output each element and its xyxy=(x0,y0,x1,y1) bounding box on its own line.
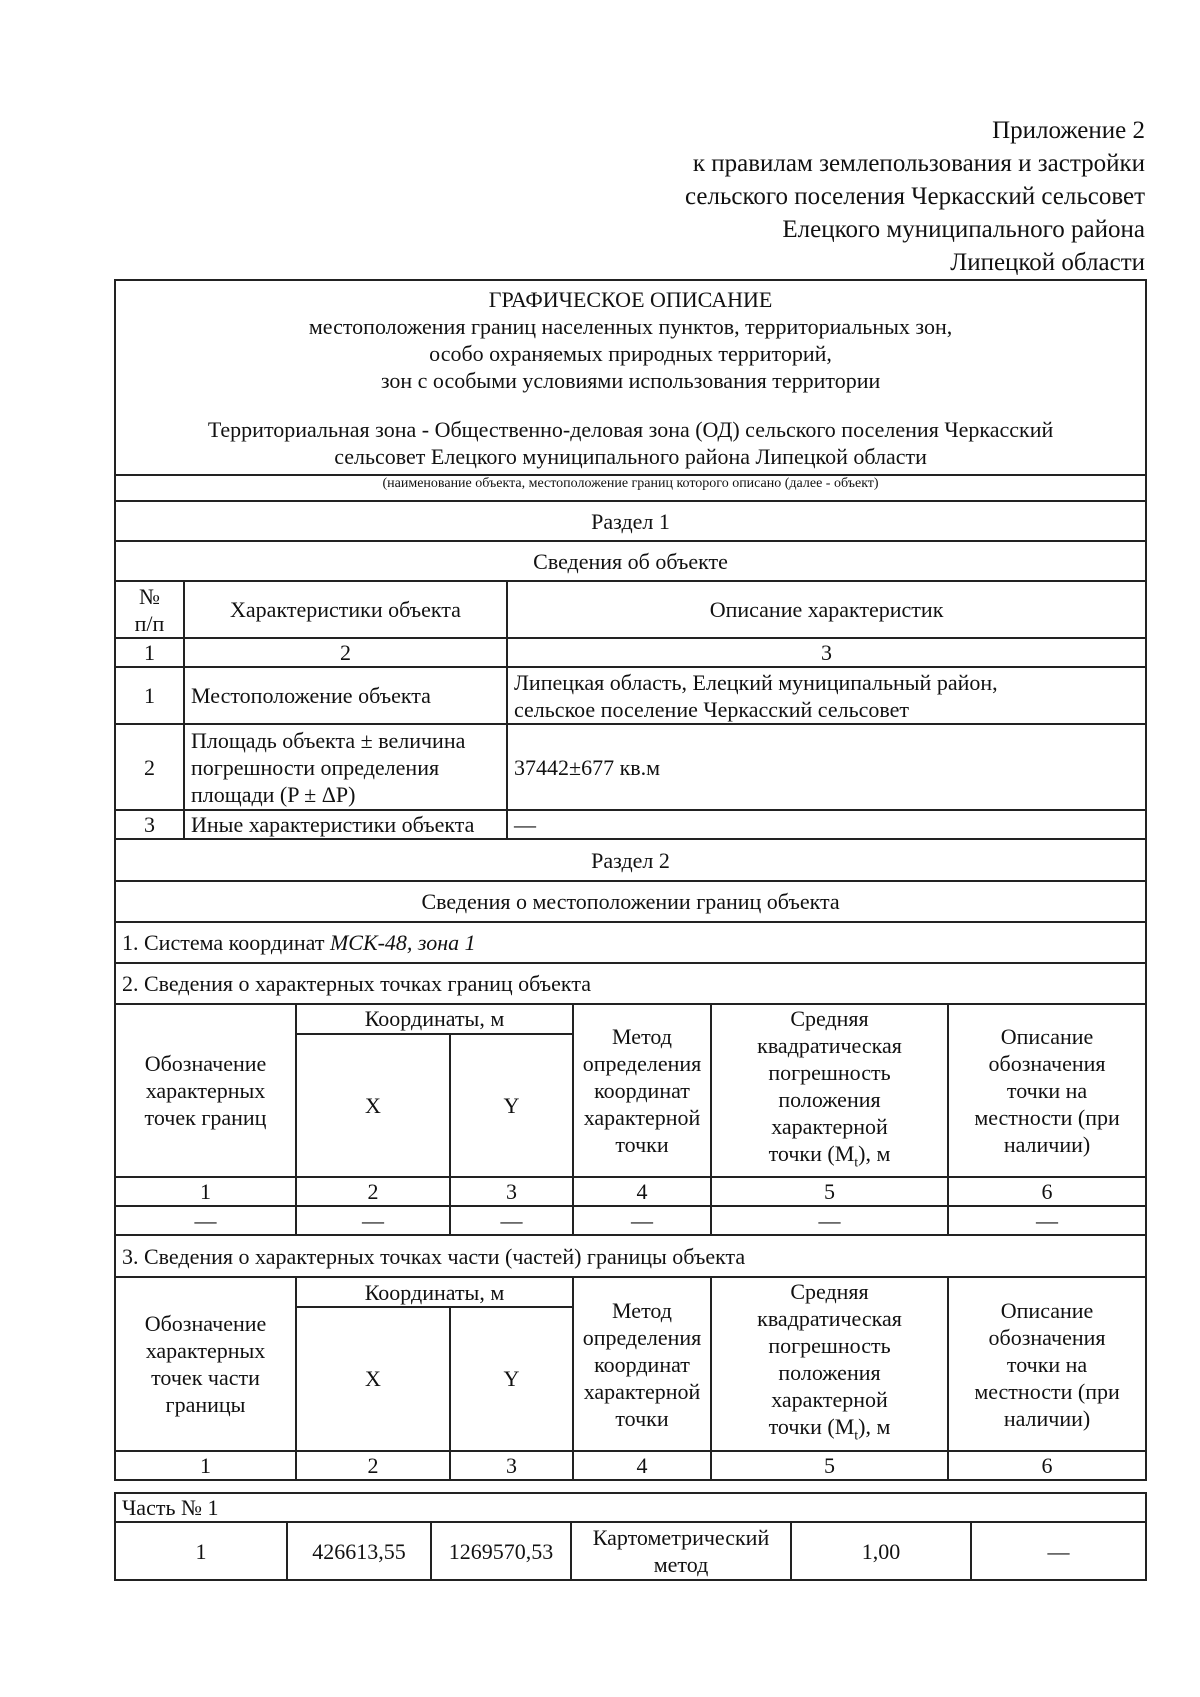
zone-name-line: Территориальная зона - Общественно-деловая зона (ОД) сельского поселения Черкасский xyxy=(207,416,1054,442)
header-line: к правилам землепользования и застройки xyxy=(692,150,1145,177)
area-value: 37442±677 кв.м xyxy=(507,724,1146,810)
section1-label: Раздел 1 xyxy=(115,501,1146,541)
section2-label: Раздел 2 xyxy=(115,839,1146,881)
coordinate-system: 1. Система координат МСК-48, зона 1 xyxy=(115,922,1146,963)
column-number-row: 1 2 3 4 5 6 xyxy=(115,1451,1146,1480)
column-number-row: 1 2 3 4 5 6 xyxy=(115,1177,1146,1206)
error-header: Средняя квадратическая погрешность положения характерной точки $(M_t)$, м xyxy=(711,1277,948,1450)
document-title: ГРАФИЧЕСКОЕ ОПИСАНИЕ xyxy=(488,286,773,312)
error-value: 1,00 xyxy=(791,1522,971,1580)
point-number: 1 xyxy=(115,1522,287,1580)
method-value: Картометрический метод xyxy=(571,1522,791,1580)
characteristic-value: — xyxy=(507,810,1146,839)
points-title: 2. Сведения о характерных точках границ объекта xyxy=(115,963,1146,1004)
part-label: Часть № 1 xyxy=(115,1493,1146,1522)
designation-header: Обозначение характерных точек границ xyxy=(115,1004,296,1177)
part-table-frame xyxy=(114,1492,1145,1581)
coordinates-header: Координаты, м xyxy=(296,1004,573,1034)
x-header: X xyxy=(296,1034,450,1178)
error-header: Средняя квадратическая погрешность положения характерной точки $(M_t)$, м xyxy=(711,1004,948,1177)
point-description-header: Описание обозначения точки на местности (при наличии) xyxy=(948,1004,1146,1177)
characteristic-value: Липецкая область, Елецкий муниципальный район, сельское поселение Черкасский сельсовет xyxy=(507,667,1146,724)
y-coordinate: 1269570,53 xyxy=(431,1522,571,1580)
title-line: зон с особыми условиями использования территории xyxy=(380,367,881,393)
column-number-row: 1 2 3 xyxy=(115,638,1146,667)
characteristic-name: Иные характеристики объекта xyxy=(184,810,507,839)
section1-title: Сведения об объекте xyxy=(115,541,1146,581)
parts-header-row xyxy=(115,1277,1146,1307)
section2-title: Сведения о местоположении границ объекта xyxy=(115,881,1146,922)
coordinates-header: Координаты, м xyxy=(296,1277,573,1307)
description-header: Описание характеристик xyxy=(507,581,1146,638)
points-header-row xyxy=(115,1004,1146,1034)
header-line: Липецкой области xyxy=(950,249,1145,276)
header-line: Приложение 2 xyxy=(992,117,1145,144)
main-table xyxy=(114,279,1147,1481)
part-designation-header: Обозначение характерных точек части границы xyxy=(115,1277,296,1450)
table-row: 3 Иные характеристики объекта — xyxy=(115,810,1146,839)
table-row: 2 Площадь объекта ± величина погрешности определения площади (P ± ΔP) 37442±677 кв.м xyxy=(115,724,1146,810)
header-line: сельского поселения Черкасский сельсовет xyxy=(684,183,1145,210)
table-row xyxy=(115,1522,1146,1580)
appendix-header xyxy=(685,114,1145,279)
object-name-note: (наименование объекта, местоположение границ которого описано (далее - объект) xyxy=(115,475,1146,501)
table-row: 1 Местоположение объекта Липецкая область, Елецкий муниципальный район, сельское поселение Черкасский сельсовет xyxy=(115,667,1146,724)
title-line: особо охраняемых природных территорий, xyxy=(429,340,832,366)
title-block xyxy=(115,280,1146,475)
point-description-header: Описание обозначения точки на местности (при наличии) xyxy=(948,1277,1146,1450)
num-header: № п/п xyxy=(115,581,184,638)
title-line: местоположения границ населенных пунктов, территориальных зон, xyxy=(308,313,953,339)
y-header: Y xyxy=(450,1307,573,1451)
coordinate-system-value: МСК-48, зона 1 xyxy=(329,930,476,955)
table-row: — — — — — — xyxy=(115,1206,1146,1235)
characteristic-name: Местоположение объекта xyxy=(184,667,507,724)
main-table-frame xyxy=(114,279,1145,1481)
title-note-row xyxy=(115,475,1146,501)
part-table xyxy=(114,1492,1147,1581)
characteristic-name: Площадь объекта ± величина погрешности определения площади (P ± ΔP) xyxy=(184,724,507,810)
x-coordinate: 426613,55 xyxy=(287,1522,431,1580)
point-description: — xyxy=(971,1522,1146,1580)
section1-header-row xyxy=(115,581,1146,638)
method-header: Метод определения координат характерной точки xyxy=(573,1277,711,1450)
header-line: Елецкого муниципального района xyxy=(782,216,1145,243)
characteristics-header: Характеристики объекта xyxy=(184,581,507,638)
y-header: Y xyxy=(450,1034,573,1178)
parts-title: 3. Сведения о характерных точках части (частей) границы объекта xyxy=(115,1235,1146,1277)
method-header: Метод определения координат характерной точки xyxy=(573,1004,711,1177)
x-header: X xyxy=(296,1307,450,1451)
zone-name-line: сельсовет Елецкого муниципального района Липецкой области xyxy=(334,443,927,469)
